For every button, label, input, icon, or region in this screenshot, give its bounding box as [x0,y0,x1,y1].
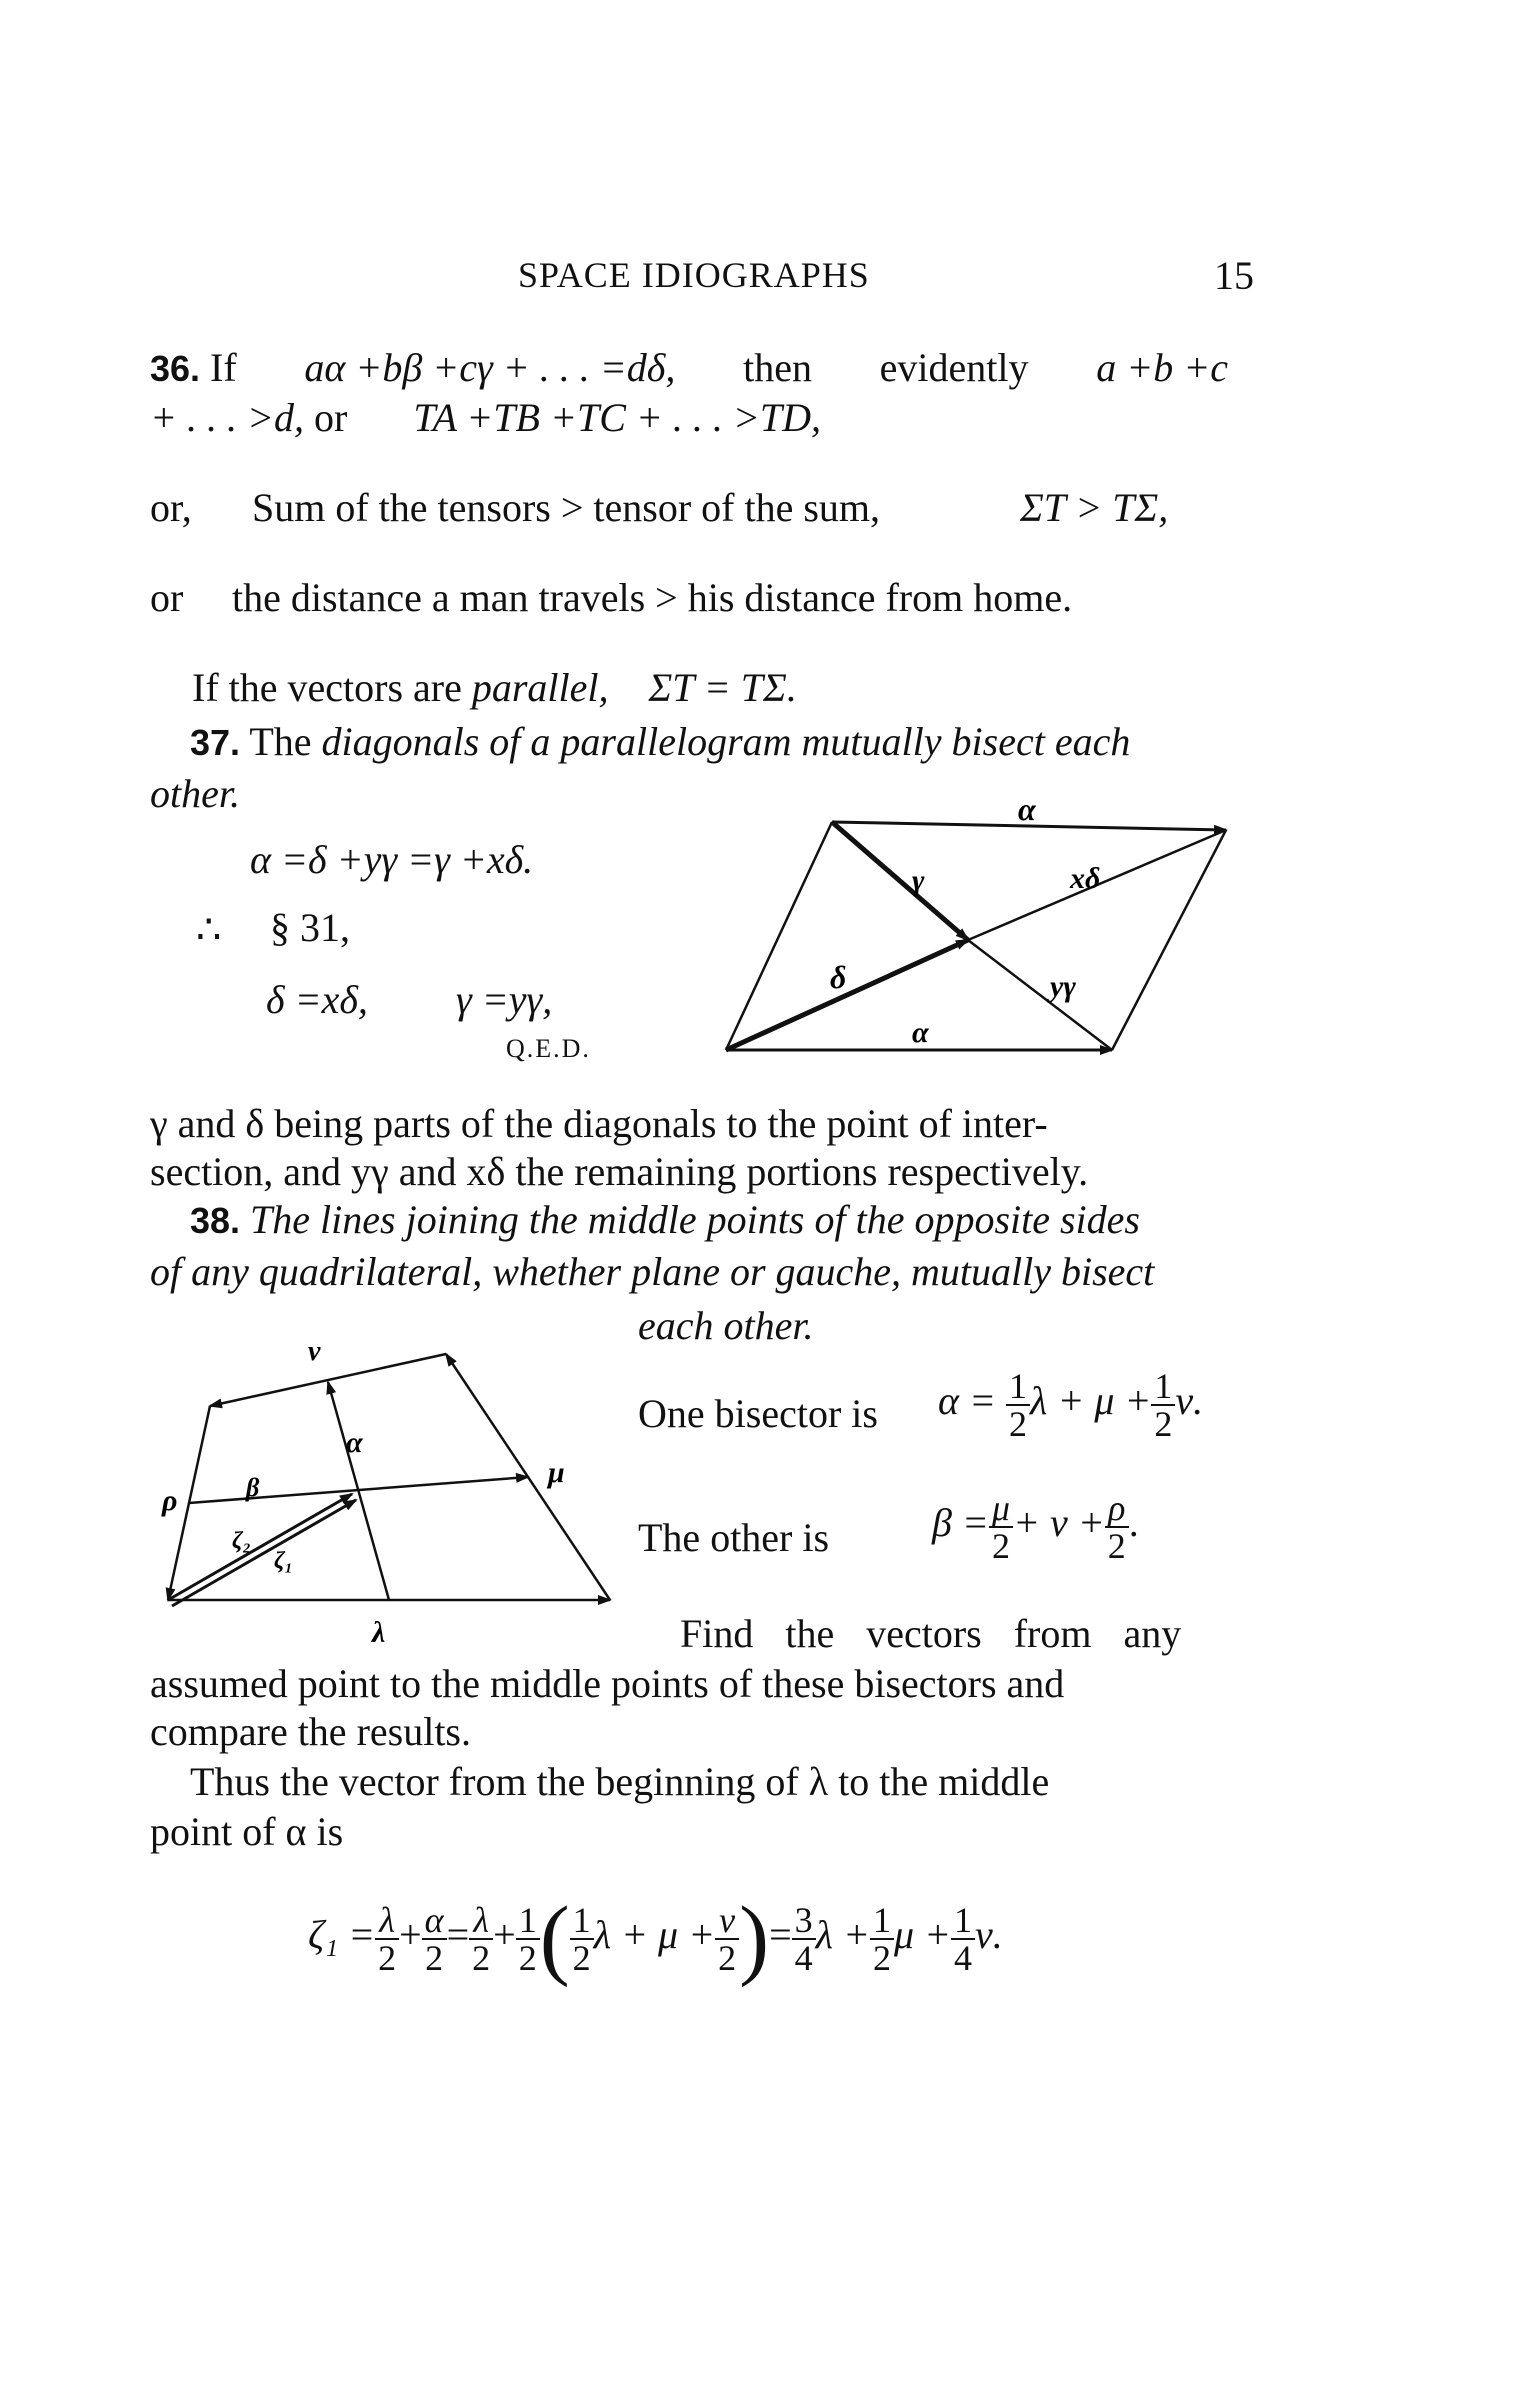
diagonal-delta [726,940,968,1050]
running-header-title: SPACE IDIOGRAPHS [518,255,870,295]
bisector-beta [189,1477,528,1503]
label-delta: δ [830,959,847,995]
label-lambda: λ [372,1616,386,1649]
bisector-2-formula: β = $\frac{\mu}{2}$ + ν + $\frac{\rho}{2}$ . [932,1488,1139,1566]
page-number: 15 [1214,253,1254,298]
label-zeta-1: ζ₁ [274,1548,293,1574]
bisector-1-text: One bisector is [638,1391,878,1436]
qed-mark: Q.E.D. [506,1034,591,1063]
vector-zeta-2 [168,1494,352,1600]
label-x-delta: xδ [1070,862,1101,895]
s36-line-1: 36. If aα +bβ +cγ + . . . =dδ, then evidently a +b +c [150,344,1228,393]
parallelogram-figure [700,800,1260,1070]
bisector-2-text: The other is [638,1515,830,1560]
label-alpha-bottom: α [912,1016,929,1049]
left-side [726,822,832,1050]
s37-section-ref: § 31, [270,905,350,950]
s38-line-3: each other. [638,1303,814,1348]
find-line-1: Find the vectors from any [680,1611,1182,1656]
s37-eq-3a: δ =xδ, [266,977,368,1022]
diagonal-gamma [832,822,968,940]
s36-line-3-or: or, [150,485,192,530]
label-nu: ν [308,1336,321,1367]
s37-eq-3b: γ =yγ, [456,977,553,1022]
label-gamma: γ [912,864,925,897]
s36-line-5: If the vectors are parallel, ΣT = TΣ. [192,665,797,710]
s36-number: 36. [150,348,201,389]
s36-line-4-text: the distance a man travels > his distance from home. [232,575,1073,620]
s36-line-4-or: or [150,575,184,620]
s38-line-2: of any quadrilateral, whether plane or gauche, mutually bisect [150,1249,1155,1294]
s37-number: 37. [190,722,241,763]
label-mu: μ [548,1456,565,1489]
quadrilateral-figure [150,1330,630,1650]
s37-para-1: γ and δ being parts of the diagonals to the point of inter- [150,1101,1048,1146]
s37-para-2: section, and yγ and xδ the remaining portions respectively. [150,1149,1089,1194]
label-alpha: α [346,1426,363,1459]
label-alpha-top: α [1018,800,1036,827]
thus-line-2: point of α is [150,1809,344,1854]
s38-line-1: 38. The lines joining the middle points of the opposite sides [190,1197,1140,1242]
vector-zeta-1 [172,1500,356,1606]
s36-equation: aα +bβ +cγ + . . . =dδ, [304,345,676,390]
side-nu [210,1354,446,1406]
right-side [1112,830,1226,1050]
label-y-gamma: yγ [1050,970,1076,1003]
label-rho: ρ [162,1484,178,1517]
label-zeta-2: ζ₂ [232,1528,251,1554]
s38-number: 38. [190,1200,241,1241]
thus-line-1: Thus the vector from the beginning of λ to the middle [190,1759,1050,1804]
s36-line-3-math: ΣT > TΣ, [1020,485,1169,530]
find-line-2: assumed point to the middle points of these bisectors and [150,1661,1065,1706]
segment-y-gamma [968,940,1112,1050]
s37-line-1: 37. The diagonals of a parallelogram mutually bisect each [190,719,1131,764]
bisector-1-formula: α = $\frac{1}{2}$ λ + μ + $\frac{1}{2}$ ν. [938,1366,1204,1444]
s36-line-3-text: Sum of the tensors > tensor of the sum, [252,485,881,530]
final-equation: ζ₁ = $\frac{\lambda}{2}$ + $\frac{\alpha}{2}$ = $\frac{\lambda}{2}$ + $\frac{1}{2}$ ( $\frac{1}{2}$ λ + μ + $\frac{\nu}{2}$ )= $\frac{3}{4}$ λ + $\frac{1}{2}$ μ + $\frac{1}{4}$ ν. [308,1889,1003,1988]
s37-eq-1: α =δ +yγ =γ +xδ. [250,837,534,882]
s37-therefore: ∴ [196,907,222,952]
s36-line-2: + . . . >d, or TA +TB +TC + . . . >TD, [150,395,822,440]
s37-line-2: other. [150,771,240,816]
label-beta: β [246,1473,260,1502]
find-line-3: compare the results. [150,1709,471,1754]
